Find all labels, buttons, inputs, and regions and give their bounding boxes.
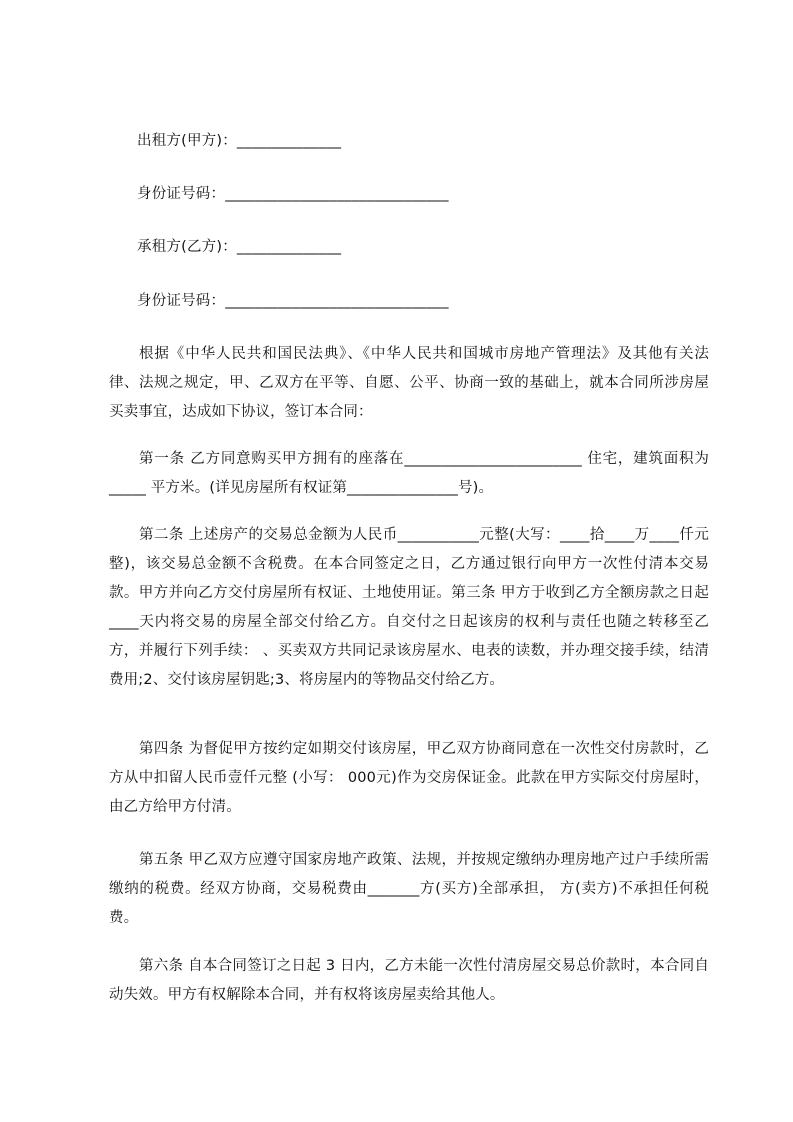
article-4-paragraph: 第四条 为督促甲方按约定如期交付该房屋，甲乙双方协商同意在一次性交付房款时，乙方从中扣留人民币壹仟元整 (小写： 000元)作为交房保证金。此款在甲方实际交付房屋时，由乙方给甲方付清。: [109, 741, 709, 815]
lessee-field: 承租方(乙方)：______________: [137, 239, 342, 255]
article-5-paragraph: 第五条 甲乙双方应遵守国家房地产政策、法规，并按规定缴纳办理房地产过户手续所需缴纳的税费。经双方协商，交易税费由_______方(买方)全部承担， 方(卖方)不承担任何税费。: [109, 852, 709, 926]
article-2-3-paragraph: 第二条 上述房产的交易总金额为人民币___________元整(大写：____拾____万____仟元整)，该交易总金额不含税费。在本合同签定之日，乙方通过银行向甲方一次性付清本交易款。甲方并向乙方交付房屋所有权证、土地使用证。第三条 甲方于收到乙方全额房款之日起____天内将交易的房屋全部交付给乙方。自交付之日起该房的权利与责任也随之转移至乙方，并履行下列手续： 、买卖双方共同记录该房屋水、电表的读数，并办理交接手续，结清费用;2、交付该房屋钥匙;3、将房屋内的等物品交付给乙方。: [109, 527, 709, 688]
article-1-paragraph: 第一条 乙方同意购买甲方拥有的座落在________________________ 住宅，建筑面积为_____ 平方米。(详见房屋所有权证第_______________号)。: [109, 451, 709, 496]
lessee-id-field: 身份证号码：______________________________: [137, 293, 449, 309]
preamble-paragraph: 根据《中华人民共和国民法典》、《中华人民共和国城市房地产管理法》及其他有关法律、法规之规定，甲、乙双方在平等、自愿、公平、协商一致的基础上，就本合同所涉房屋买卖事宜，达成如下协议，签订本合同：: [109, 346, 709, 420]
lessor-field: 出租方(甲方)：______________: [137, 133, 342, 149]
lessor-id-field: 身份证号码：______________________________: [137, 186, 449, 202]
article-6-paragraph: 第六条 自本合同签订之日起 3 日内，乙方未能一次性付清房屋交易总价款时，本合同自动失效。甲方有权解除本合同，并有权将该房屋卖给其他人。: [109, 958, 709, 1003]
